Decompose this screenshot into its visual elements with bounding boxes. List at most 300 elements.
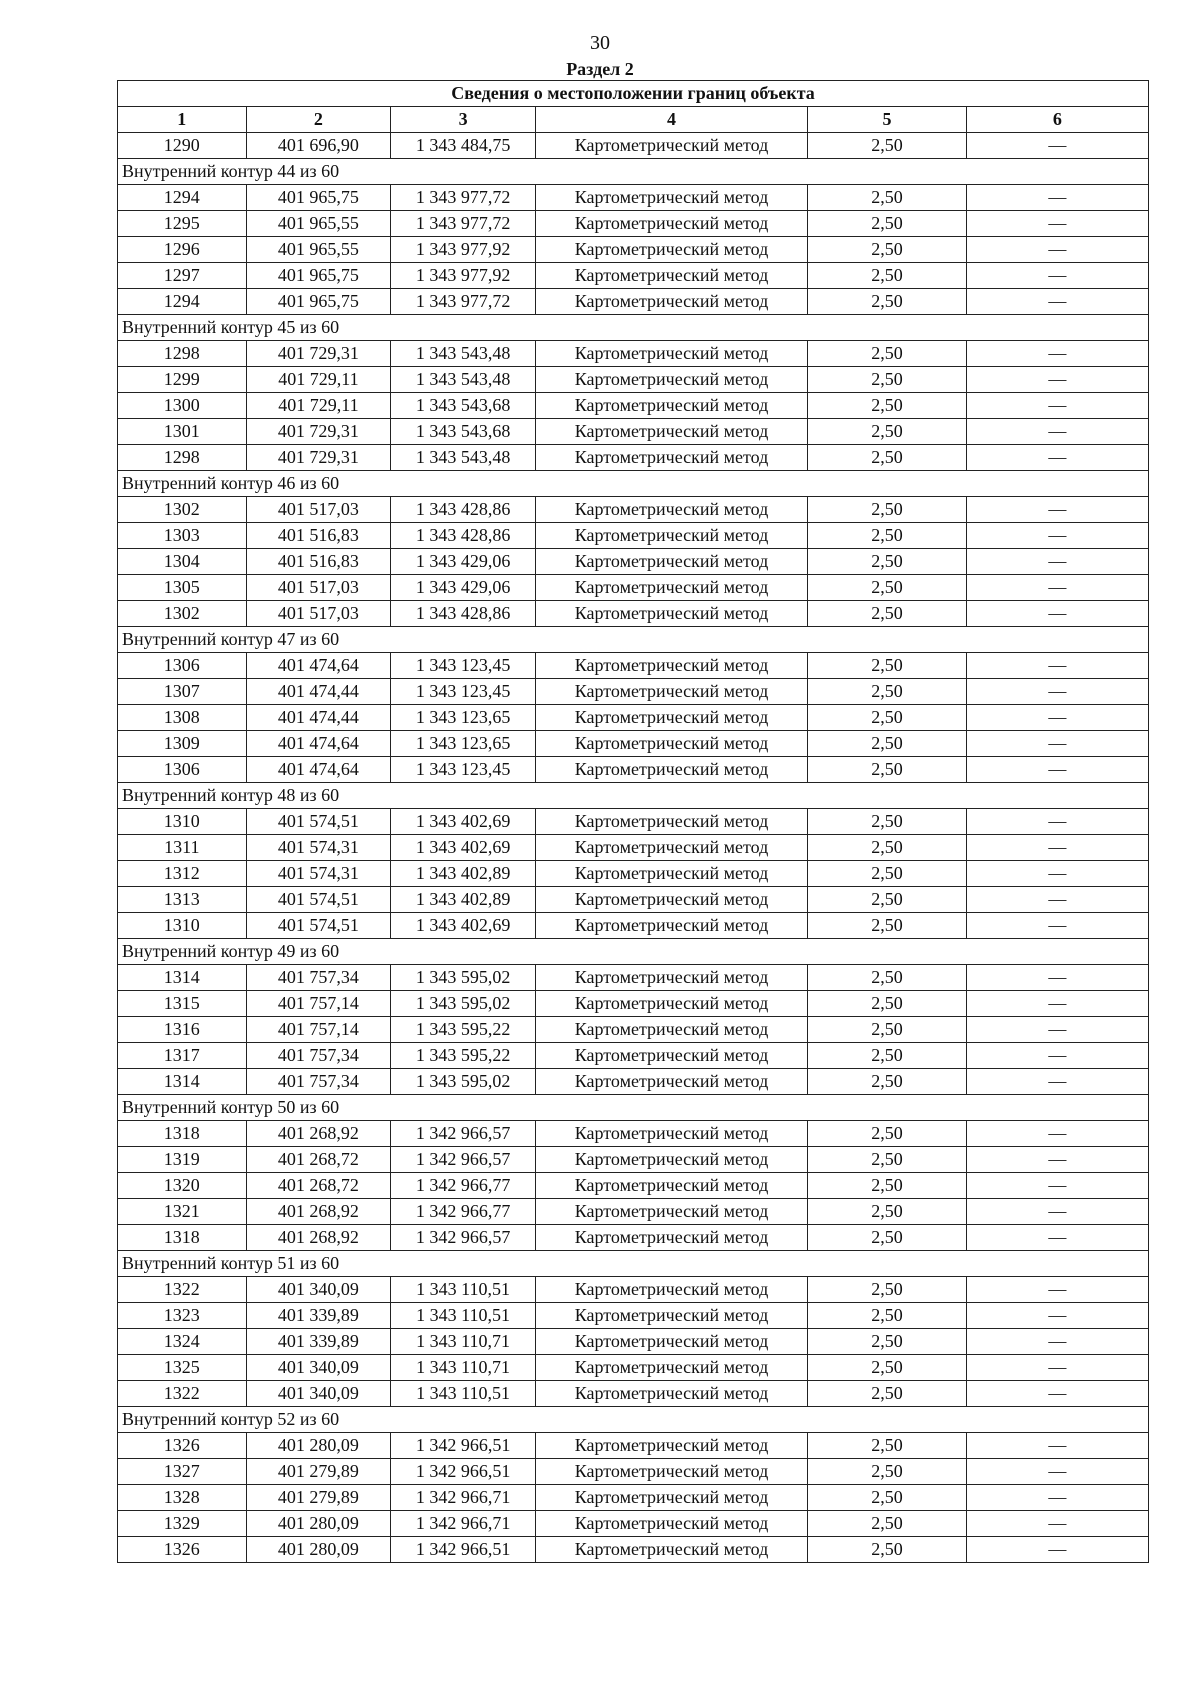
method-cell: Картометрический метод — [535, 1329, 807, 1355]
x-coordinate-cell: 401 339,89 — [246, 1329, 391, 1355]
accuracy-cell: 2,50 — [808, 1017, 967, 1043]
accuracy-cell: 2,50 — [808, 1225, 967, 1251]
contour-label: Внутренний контур 46 из 60 — [118, 471, 1149, 497]
table-row — [118, 731, 1149, 757]
method-cell: Картометрический метод — [535, 367, 807, 393]
accuracy-cell: 2,50 — [808, 523, 967, 549]
table-title-row — [118, 81, 1149, 107]
accuracy-cell: 2,50 — [808, 185, 967, 211]
boundary-coordinates-table — [117, 80, 1149, 1563]
accuracy-cell: 2,50 — [808, 1433, 967, 1459]
x-coordinate-cell: 401 339,89 — [246, 1303, 391, 1329]
x-coordinate-cell: 401 268,92 — [246, 1121, 391, 1147]
method-cell: Картометрический метод — [535, 575, 807, 601]
accuracy-cell: 2,50 — [808, 1173, 967, 1199]
point-number-cell: 1313 — [118, 887, 247, 913]
accuracy-cell: 2,50 — [808, 1355, 967, 1381]
accuracy-cell: 2,50 — [808, 705, 967, 731]
point-number-cell: 1297 — [118, 263, 247, 289]
y-coordinate-cell: 1 342 966,71 — [391, 1511, 536, 1537]
point-number-cell: 1314 — [118, 965, 247, 991]
accuracy-cell: 2,50 — [808, 757, 967, 783]
contour-label: Внутренний контур 49 из 60 — [118, 939, 1149, 965]
point-number-cell: 1318 — [118, 1121, 247, 1147]
contour-header-row — [118, 939, 1149, 965]
method-cell: Картометрический метод — [535, 1017, 807, 1043]
y-coordinate-cell: 1 342 966,51 — [391, 1537, 536, 1563]
point-number-cell: 1324 — [118, 1329, 247, 1355]
accuracy-cell: 2,50 — [808, 965, 967, 991]
description-cell: — — [966, 133, 1148, 159]
point-number-cell: 1317 — [118, 1043, 247, 1069]
table-row — [118, 1433, 1149, 1459]
point-number-cell: 1311 — [118, 835, 247, 861]
table-row — [118, 1225, 1149, 1251]
description-cell: — — [966, 1303, 1148, 1329]
accuracy-cell: 2,50 — [808, 1459, 967, 1485]
description-cell: — — [966, 341, 1148, 367]
point-number-cell: 1322 — [118, 1381, 247, 1407]
description-cell: — — [966, 1329, 1148, 1355]
accuracy-cell: 2,50 — [808, 575, 967, 601]
description-cell: — — [966, 575, 1148, 601]
method-cell: Картометрический метод — [535, 1069, 807, 1095]
point-number-cell: 1314 — [118, 1069, 247, 1095]
point-number-cell: 1302 — [118, 497, 247, 523]
method-cell: Картометрический метод — [535, 991, 807, 1017]
description-cell: — — [966, 237, 1148, 263]
description-cell: — — [966, 1277, 1148, 1303]
y-coordinate-cell: 1 343 977,92 — [391, 263, 536, 289]
method-cell: Картометрический метод — [535, 237, 807, 263]
description-cell: — — [966, 1147, 1148, 1173]
method-cell: Картометрический метод — [535, 1121, 807, 1147]
table-row — [118, 1303, 1149, 1329]
x-coordinate-cell: 401 268,92 — [246, 1225, 391, 1251]
x-coordinate-cell: 401 729,11 — [246, 393, 391, 419]
y-coordinate-cell: 1 343 110,51 — [391, 1277, 536, 1303]
method-cell: Картометрический метод — [535, 1147, 807, 1173]
y-coordinate-cell: 1 343 595,02 — [391, 965, 536, 991]
description-cell: — — [966, 679, 1148, 705]
accuracy-cell: 2,50 — [808, 1485, 967, 1511]
point-number-cell: 1304 — [118, 549, 247, 575]
table-row — [118, 575, 1149, 601]
x-coordinate-cell: 401 474,44 — [246, 679, 391, 705]
table-row — [118, 1459, 1149, 1485]
x-coordinate-cell: 401 757,14 — [246, 1017, 391, 1043]
y-coordinate-cell: 1 343 595,22 — [391, 1017, 536, 1043]
y-coordinate-cell: 1 343 977,72 — [391, 185, 536, 211]
method-cell: Картометрический метод — [535, 1355, 807, 1381]
x-coordinate-cell: 401 280,09 — [246, 1537, 391, 1563]
y-coordinate-cell: 1 343 428,86 — [391, 497, 536, 523]
y-coordinate-cell: 1 343 428,86 — [391, 601, 536, 627]
point-number-cell: 1308 — [118, 705, 247, 731]
accuracy-cell: 2,50 — [808, 679, 967, 705]
y-coordinate-cell: 1 343 402,89 — [391, 887, 536, 913]
y-coordinate-cell: 1 343 595,02 — [391, 1069, 536, 1095]
accuracy-cell: 2,50 — [808, 601, 967, 627]
table-row — [118, 237, 1149, 263]
point-number-cell: 1310 — [118, 913, 247, 939]
method-cell: Картометрический метод — [535, 887, 807, 913]
table-row — [118, 887, 1149, 913]
accuracy-cell: 2,50 — [808, 991, 967, 1017]
method-cell: Картометрический метод — [535, 341, 807, 367]
method-cell: Картометрический метод — [535, 1225, 807, 1251]
table-row — [118, 1537, 1149, 1563]
y-coordinate-cell: 1 343 977,72 — [391, 211, 536, 237]
point-number-cell: 1320 — [118, 1173, 247, 1199]
contour-header-row — [118, 1095, 1149, 1121]
method-cell: Картометрический метод — [535, 1381, 807, 1407]
point-number-cell: 1327 — [118, 1459, 247, 1485]
table-row — [118, 1147, 1149, 1173]
accuracy-cell: 2,50 — [808, 913, 967, 939]
x-coordinate-cell: 401 516,83 — [246, 549, 391, 575]
table-row — [118, 1485, 1149, 1511]
column-header: 4 — [535, 107, 807, 133]
x-coordinate-cell: 401 474,64 — [246, 731, 391, 757]
description-cell: — — [966, 835, 1148, 861]
contour-label: Внутренний контур 48 из 60 — [118, 783, 1149, 809]
contour-header-row — [118, 471, 1149, 497]
description-cell: — — [966, 1485, 1148, 1511]
contour-label: Внутренний контур 51 из 60 — [118, 1251, 1149, 1277]
description-cell: — — [966, 1225, 1148, 1251]
table-row — [118, 601, 1149, 627]
contour-label: Внутренний контур 44 из 60 — [118, 159, 1149, 185]
method-cell: Картометрический метод — [535, 523, 807, 549]
table-row — [118, 133, 1149, 159]
y-coordinate-cell: 1 343 428,86 — [391, 523, 536, 549]
accuracy-cell: 2,50 — [808, 835, 967, 861]
point-number-cell: 1296 — [118, 237, 247, 263]
y-coordinate-cell: 1 342 966,77 — [391, 1173, 536, 1199]
description-cell: — — [966, 731, 1148, 757]
accuracy-cell: 2,50 — [808, 211, 967, 237]
accuracy-cell: 2,50 — [808, 367, 967, 393]
point-number-cell: 1299 — [118, 367, 247, 393]
method-cell: Картометрический метод — [535, 1433, 807, 1459]
description-cell: — — [966, 1511, 1148, 1537]
method-cell: Картометрический метод — [535, 393, 807, 419]
x-coordinate-cell: 401 517,03 — [246, 497, 391, 523]
method-cell: Картометрический метод — [535, 185, 807, 211]
table-row — [118, 809, 1149, 835]
accuracy-cell: 2,50 — [808, 809, 967, 835]
x-coordinate-cell: 401 757,34 — [246, 1069, 391, 1095]
point-number-cell: 1323 — [118, 1303, 247, 1329]
x-coordinate-cell: 401 729,31 — [246, 419, 391, 445]
description-cell: — — [966, 185, 1148, 211]
table-row — [118, 861, 1149, 887]
point-number-cell: 1303 — [118, 523, 247, 549]
method-cell: Картометрический метод — [535, 419, 807, 445]
x-coordinate-cell: 401 268,72 — [246, 1173, 391, 1199]
description-cell: — — [966, 289, 1148, 315]
description-cell: — — [966, 1069, 1148, 1095]
y-coordinate-cell: 1 343 543,48 — [391, 367, 536, 393]
accuracy-cell: 2,50 — [808, 419, 967, 445]
method-cell: Картометрический метод — [535, 1277, 807, 1303]
point-number-cell: 1300 — [118, 393, 247, 419]
accuracy-cell: 2,50 — [808, 887, 967, 913]
description-cell: — — [966, 601, 1148, 627]
y-coordinate-cell: 1 343 402,69 — [391, 809, 536, 835]
x-coordinate-cell: 401 340,09 — [246, 1355, 391, 1381]
method-cell: Картометрический метод — [535, 1173, 807, 1199]
table-row — [118, 497, 1149, 523]
point-number-cell: 1325 — [118, 1355, 247, 1381]
point-number-cell: 1301 — [118, 419, 247, 445]
description-cell: — — [966, 1459, 1148, 1485]
method-cell: Картометрический метод — [535, 913, 807, 939]
method-cell: Картометрический метод — [535, 1303, 807, 1329]
column-header-row — [118, 107, 1149, 133]
method-cell: Картометрический метод — [535, 1511, 807, 1537]
x-coordinate-cell: 401 965,55 — [246, 211, 391, 237]
description-cell: — — [966, 965, 1148, 991]
x-coordinate-cell: 401 574,51 — [246, 809, 391, 835]
x-coordinate-cell: 401 757,34 — [246, 1043, 391, 1069]
method-cell: Картометрический метод — [535, 731, 807, 757]
y-coordinate-cell: 1 343 110,71 — [391, 1329, 536, 1355]
y-coordinate-cell: 1 343 543,48 — [391, 341, 536, 367]
table-row — [118, 757, 1149, 783]
y-coordinate-cell: 1 343 123,45 — [391, 653, 536, 679]
method-cell: Картометрический метод — [535, 861, 807, 887]
accuracy-cell: 2,50 — [808, 1199, 967, 1225]
y-coordinate-cell: 1 343 402,89 — [391, 861, 536, 887]
accuracy-cell: 2,50 — [808, 263, 967, 289]
description-cell: — — [966, 887, 1148, 913]
description-cell: — — [966, 705, 1148, 731]
x-coordinate-cell: 401 729,31 — [246, 341, 391, 367]
y-coordinate-cell: 1 343 402,69 — [391, 913, 536, 939]
description-cell: — — [966, 861, 1148, 887]
contour-header-row — [118, 159, 1149, 185]
y-coordinate-cell: 1 342 966,57 — [391, 1225, 536, 1251]
y-coordinate-cell: 1 343 110,51 — [391, 1303, 536, 1329]
table-row — [118, 1069, 1149, 1095]
point-number-cell: 1312 — [118, 861, 247, 887]
y-coordinate-cell: 1 343 429,06 — [391, 575, 536, 601]
accuracy-cell: 2,50 — [808, 1511, 967, 1537]
table-row — [118, 211, 1149, 237]
table-row — [118, 289, 1149, 315]
y-coordinate-cell: 1 343 543,48 — [391, 445, 536, 471]
method-cell: Картометрический метод — [535, 133, 807, 159]
y-coordinate-cell: 1 343 543,68 — [391, 393, 536, 419]
x-coordinate-cell: 401 574,31 — [246, 861, 391, 887]
point-number-cell: 1298 — [118, 445, 247, 471]
y-coordinate-cell: 1 342 966,57 — [391, 1121, 536, 1147]
column-header: 3 — [391, 107, 536, 133]
accuracy-cell: 2,50 — [808, 289, 967, 315]
accuracy-cell: 2,50 — [808, 1537, 967, 1563]
contour-label: Внутренний контур 47 из 60 — [118, 627, 1149, 653]
table-row — [118, 913, 1149, 939]
x-coordinate-cell: 401 729,31 — [246, 445, 391, 471]
method-cell: Картометрический метод — [535, 1199, 807, 1225]
method-cell: Картометрический метод — [535, 705, 807, 731]
y-coordinate-cell: 1 343 123,65 — [391, 731, 536, 757]
y-coordinate-cell: 1 343 123,65 — [391, 705, 536, 731]
point-number-cell: 1295 — [118, 211, 247, 237]
point-number-cell: 1316 — [118, 1017, 247, 1043]
description-cell: — — [966, 393, 1148, 419]
method-cell: Картометрический метод — [535, 809, 807, 835]
contour-label: Внутренний контур 50 из 60 — [118, 1095, 1149, 1121]
description-cell: — — [966, 523, 1148, 549]
description-cell: — — [966, 1433, 1148, 1459]
point-number-cell: 1326 — [118, 1433, 247, 1459]
x-coordinate-cell: 401 280,09 — [246, 1433, 391, 1459]
point-number-cell: 1306 — [118, 653, 247, 679]
y-coordinate-cell: 1 343 595,22 — [391, 1043, 536, 1069]
point-number-cell: 1319 — [118, 1147, 247, 1173]
accuracy-cell: 2,50 — [808, 1329, 967, 1355]
accuracy-cell: 2,50 — [808, 1043, 967, 1069]
y-coordinate-cell: 1 343 595,02 — [391, 991, 536, 1017]
y-coordinate-cell: 1 342 966,71 — [391, 1485, 536, 1511]
table-row — [118, 1199, 1149, 1225]
table-row — [118, 1511, 1149, 1537]
point-number-cell: 1328 — [118, 1485, 247, 1511]
description-cell: — — [966, 445, 1148, 471]
x-coordinate-cell: 401 280,09 — [246, 1511, 391, 1537]
contour-header-row — [118, 627, 1149, 653]
column-header: 1 — [118, 107, 247, 133]
x-coordinate-cell: 401 965,75 — [246, 263, 391, 289]
point-number-cell: 1302 — [118, 601, 247, 627]
method-cell: Картометрический метод — [535, 679, 807, 705]
y-coordinate-cell: 1 343 123,45 — [391, 679, 536, 705]
method-cell: Картометрический метод — [535, 757, 807, 783]
description-cell: — — [966, 419, 1148, 445]
x-coordinate-cell: 401 574,51 — [246, 887, 391, 913]
point-number-cell: 1322 — [118, 1277, 247, 1303]
point-number-cell: 1326 — [118, 1537, 247, 1563]
x-coordinate-cell: 401 729,11 — [246, 367, 391, 393]
description-cell: — — [966, 1199, 1148, 1225]
description-cell: — — [966, 991, 1148, 1017]
method-cell: Картометрический метод — [535, 1485, 807, 1511]
contour-header-row — [118, 1407, 1149, 1433]
table-row — [118, 419, 1149, 445]
column-header: 2 — [246, 107, 391, 133]
point-number-cell: 1329 — [118, 1511, 247, 1537]
y-coordinate-cell: 1 343 402,69 — [391, 835, 536, 861]
accuracy-cell: 2,50 — [808, 445, 967, 471]
x-coordinate-cell: 401 516,83 — [246, 523, 391, 549]
point-number-cell: 1310 — [118, 809, 247, 835]
description-cell: — — [966, 653, 1148, 679]
x-coordinate-cell: 401 517,03 — [246, 601, 391, 627]
table-row — [118, 263, 1149, 289]
table-body — [118, 133, 1149, 1563]
x-coordinate-cell: 401 474,64 — [246, 653, 391, 679]
table-row — [118, 523, 1149, 549]
table-row — [118, 445, 1149, 471]
method-cell: Картометрический метод — [535, 835, 807, 861]
table-row — [118, 1277, 1149, 1303]
point-number-cell: 1298 — [118, 341, 247, 367]
description-cell: — — [966, 1121, 1148, 1147]
contour-header-row — [118, 315, 1149, 341]
point-number-cell: 1290 — [118, 133, 247, 159]
section-title: Раздел 2 — [566, 59, 634, 79]
contour-header-row — [118, 1251, 1149, 1277]
x-coordinate-cell: 401 965,75 — [246, 185, 391, 211]
table-row — [118, 341, 1149, 367]
table-row — [118, 549, 1149, 575]
table-row — [118, 1355, 1149, 1381]
point-number-cell: 1307 — [118, 679, 247, 705]
table-row — [118, 393, 1149, 419]
x-coordinate-cell: 401 340,09 — [246, 1277, 391, 1303]
table-row — [118, 185, 1149, 211]
point-number-cell: 1305 — [118, 575, 247, 601]
y-coordinate-cell: 1 342 966,77 — [391, 1199, 536, 1225]
method-cell: Картометрический метод — [535, 1043, 807, 1069]
point-number-cell: 1318 — [118, 1225, 247, 1251]
table-row — [118, 1121, 1149, 1147]
x-coordinate-cell: 401 279,89 — [246, 1485, 391, 1511]
x-coordinate-cell: 401 268,72 — [246, 1147, 391, 1173]
y-coordinate-cell: 1 343 484,75 — [391, 133, 536, 159]
point-number-cell: 1306 — [118, 757, 247, 783]
accuracy-cell: 2,50 — [808, 653, 967, 679]
table-row — [118, 705, 1149, 731]
accuracy-cell: 2,50 — [808, 133, 967, 159]
x-coordinate-cell: 401 965,75 — [246, 289, 391, 315]
point-number-cell: 1294 — [118, 185, 247, 211]
description-cell: — — [966, 1537, 1148, 1563]
y-coordinate-cell: 1 343 110,51 — [391, 1381, 536, 1407]
method-cell: Картометрический метод — [535, 1537, 807, 1563]
y-coordinate-cell: 1 343 543,68 — [391, 419, 536, 445]
accuracy-cell: 2,50 — [808, 497, 967, 523]
description-cell: — — [966, 809, 1148, 835]
description-cell: — — [966, 1043, 1148, 1069]
x-coordinate-cell: 401 696,90 — [246, 133, 391, 159]
y-coordinate-cell: 1 342 966,57 — [391, 1147, 536, 1173]
accuracy-cell: 2,50 — [808, 1381, 967, 1407]
accuracy-cell: 2,50 — [808, 1277, 967, 1303]
point-number-cell: 1309 — [118, 731, 247, 757]
method-cell: Картометрический метод — [535, 549, 807, 575]
accuracy-cell: 2,50 — [808, 1121, 967, 1147]
x-coordinate-cell: 401 965,55 — [246, 237, 391, 263]
description-cell: — — [966, 757, 1148, 783]
x-coordinate-cell: 401 474,64 — [246, 757, 391, 783]
contour-label: Внутренний контур 52 из 60 — [118, 1407, 1149, 1433]
accuracy-cell: 2,50 — [808, 237, 967, 263]
description-cell: — — [966, 1017, 1148, 1043]
description-cell: — — [966, 367, 1148, 393]
point-number-cell: 1321 — [118, 1199, 247, 1225]
method-cell: Картометрический метод — [535, 211, 807, 237]
point-number-cell: 1315 — [118, 991, 247, 1017]
method-cell: Картометрический метод — [535, 497, 807, 523]
point-number-cell: 1294 — [118, 289, 247, 315]
y-coordinate-cell: 1 342 966,51 — [391, 1459, 536, 1485]
x-coordinate-cell: 401 757,34 — [246, 965, 391, 991]
table-row — [118, 965, 1149, 991]
